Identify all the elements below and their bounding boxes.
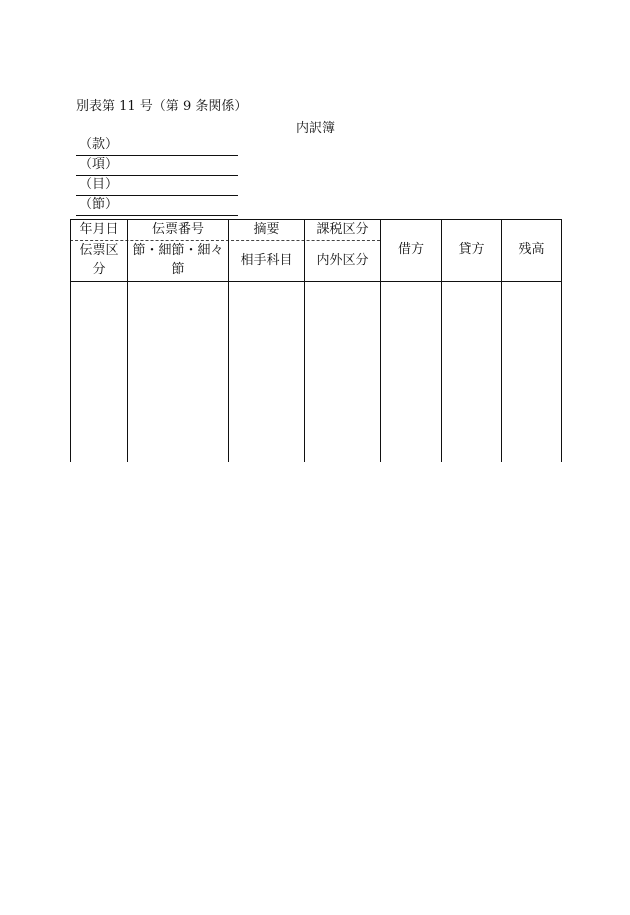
header-debit: 借方 <box>397 242 424 257</box>
budget-line-kou <box>76 157 238 176</box>
header-summary: 摘要 <box>253 222 280 237</box>
document-title: 内訳簿 <box>296 121 336 136</box>
header-voucher-type-line1: 伝票区 <box>79 243 119 258</box>
header-counterparty-account: 相手科目 <box>240 253 293 268</box>
budget-label-kan: （款） <box>79 137 119 152</box>
header-section-line2: 節 <box>171 262 185 277</box>
header-balance: 残高 <box>518 242 545 257</box>
header-date: 年月日 <box>79 222 119 237</box>
form-reference: 別表第 11 号（第 9 条関係） <box>76 99 248 114</box>
table-right-border <box>561 219 562 462</box>
budget-line-kan <box>76 137 238 156</box>
header-section-line1: 節・細節・細々 <box>132 243 224 258</box>
header-voucher-type-line2: 分 <box>92 262 106 277</box>
ledger-table <box>70 219 562 462</box>
budget-label-moku: （目） <box>79 177 119 192</box>
budget-label-setsu: （節） <box>79 197 119 212</box>
header-credit: 貸方 <box>458 242 485 257</box>
budget-line-setsu <box>76 197 238 216</box>
header-tax-class: 課税区分 <box>316 222 369 237</box>
header-bottom-border <box>70 281 562 282</box>
budget-line-moku <box>76 177 238 196</box>
header-domestic-foreign: 内外区分 <box>316 253 369 268</box>
header-voucher-number: 伝票番号 <box>151 222 204 237</box>
budget-label-kou: （項） <box>79 157 119 172</box>
